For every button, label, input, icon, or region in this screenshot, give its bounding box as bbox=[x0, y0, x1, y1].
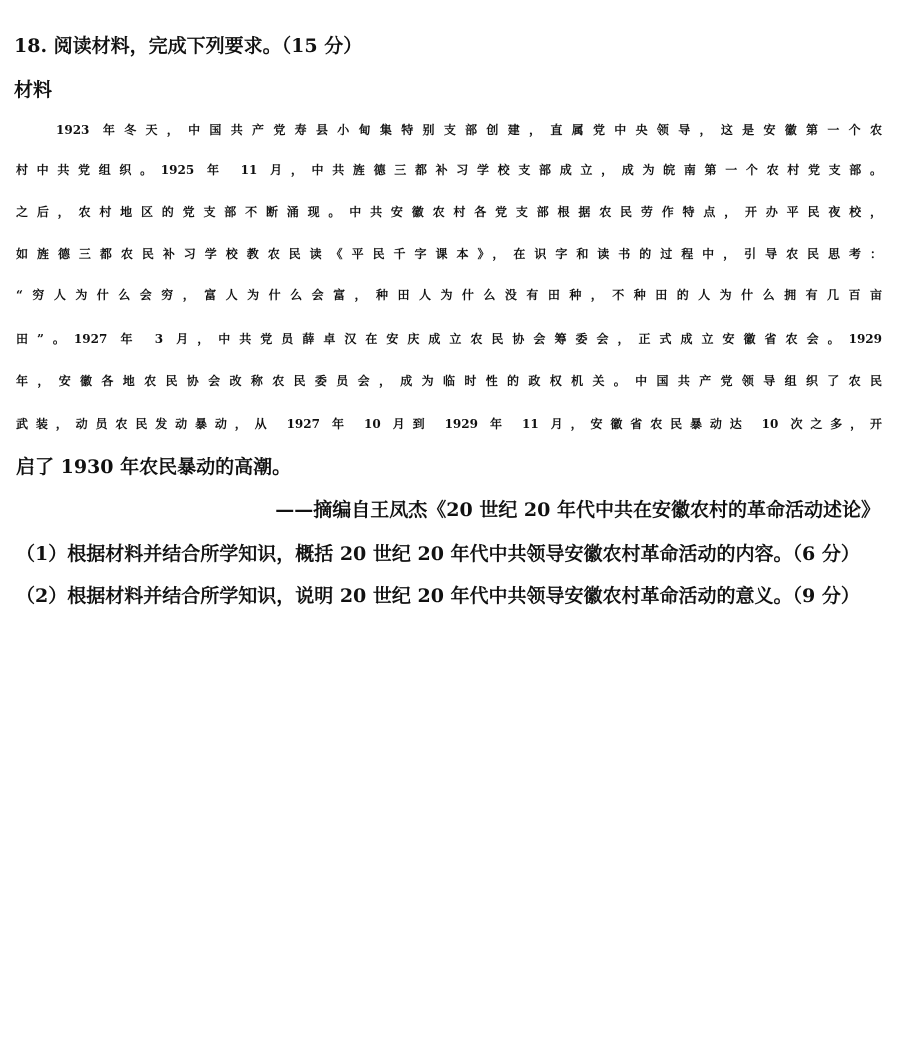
material-line: “穷人为什么会穷，富人为什么会富，种田人为什么没有田种，不种田的人为什么拥有几百亩 bbox=[16, 288, 882, 302]
sub-question-2: （2）根据材料并结合所学知识，说明 20 世纪 20 年代中共领导安徽农村革命活动的意义。（9 分） bbox=[16, 585, 860, 607]
sub-question-1: （1）根据材料并结合所学知识，概括 20 世纪 20 年代中共领导安徽农村革命活动的内容。（6 分） bbox=[16, 543, 860, 565]
material-label: 材料 bbox=[14, 79, 53, 101]
material-line: 村中共党组织。1925 年 11 月，中共旌德三都补习学校支部成立，成为皖南第一个农村党支部。 bbox=[16, 163, 882, 177]
material-line: 如旌德三都农民补习学校教农民读《平民千字课本》，在识字和读书的过程中，引导农民思考： bbox=[16, 247, 882, 261]
material-line: 田”。1927 年 3 月，中共党员薛卓汉在安庆成立农民协会筹委会，正式成立安徽省农会。1929 bbox=[16, 332, 882, 346]
question-title: 18. 阅读材料，完成下列要求。（15 分） bbox=[14, 35, 363, 57]
material-source: ——摘编自王凤杰《20 世纪 20 年代中共在安徽农村的革命活动述论》 bbox=[275, 499, 880, 521]
material-line: 武装，动员农民发动暴动，从 1927 年 10 月到 1929 年 11 月，安徽省农民暴动达 10 次之多，开 bbox=[16, 417, 882, 431]
material-line: 启了 1930 年农民暴动的高潮。 bbox=[16, 456, 292, 478]
material-line: 之后，农村地区的党支部不断涌现。中共安徽农村各党支部根据农民劳作特点，开办平民夜校， bbox=[16, 205, 882, 219]
material-line: 年，安徽各地农民协会改称农民委员会，成为临时性的政权机关。中国共产党领导组织了农民 bbox=[16, 374, 882, 388]
material-line: 1923 年冬天，中国共产党寿县小甸集特别支部创建，直属党中央领导，这是安徽第一个农 bbox=[56, 123, 882, 137]
